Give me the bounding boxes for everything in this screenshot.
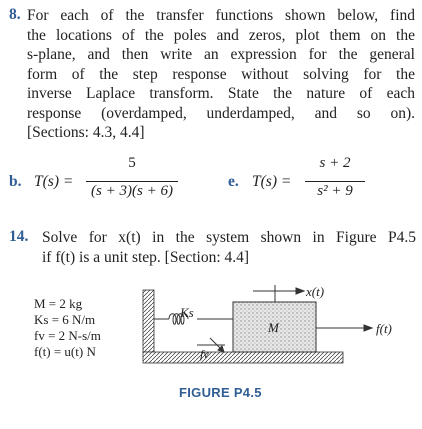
param-force: f(t) = u(t) N <box>34 344 96 359</box>
part-e-lhs: T(s) = <box>252 173 292 190</box>
force-arrow <box>316 325 372 331</box>
problem-14-line: if f(t) is a unit step. [Section: 4.4] <box>42 248 250 266</box>
force-label: f(t) <box>376 321 392 336</box>
param-spring: Ks = 6 N/m <box>34 312 96 327</box>
part-b-label: b. <box>9 173 22 190</box>
wall <box>143 290 154 352</box>
part-e-denominator: s² + 9 <box>317 183 353 199</box>
part-e-numerator: s + 2 <box>319 155 351 171</box>
problem-8-line: response (overdamped, underdamped, and so on). <box>27 104 415 122</box>
part-e-label: e. <box>228 173 239 190</box>
problem-14-number: 14. <box>9 228 29 245</box>
part-b-denominator: (s + 3)(s + 6) <box>91 183 173 199</box>
problem-8-line: For each of the transfer functions shown below, find <box>27 7 415 24</box>
problem-8-line: s-plane, and then write an expression for the general <box>27 46 415 63</box>
problem-14-line: Solve for x(t) in the system shown in Figure P4.5 <box>42 229 416 246</box>
mass-label: M <box>268 320 279 335</box>
param-damping: fv = 2 N-s/m <box>34 328 101 343</box>
damper-label: fv <box>200 347 209 361</box>
param-mass: M = 2 kg <box>34 296 83 311</box>
problem-8-line: [Sections: 4.3, 4.4] <box>27 124 145 141</box>
part-b-numerator: 5 <box>128 155 136 171</box>
spring-label: Ks <box>180 305 194 320</box>
problem-8-line: the locations of the poles and zeros, plot them on the <box>27 26 415 44</box>
ground <box>143 352 343 363</box>
position-arrow <box>253 285 304 302</box>
problem-8-line: form of the step response without solving for the <box>27 65 415 83</box>
position-label: x(t) <box>306 284 325 299</box>
part-b-lhs: T(s) = <box>34 173 74 190</box>
figure-caption: FIGURE P4.5 <box>179 385 262 400</box>
problem-8-number: 8. <box>9 6 21 23</box>
problem-8-line: inverse Laplace transform. State the nature of each <box>27 85 415 102</box>
